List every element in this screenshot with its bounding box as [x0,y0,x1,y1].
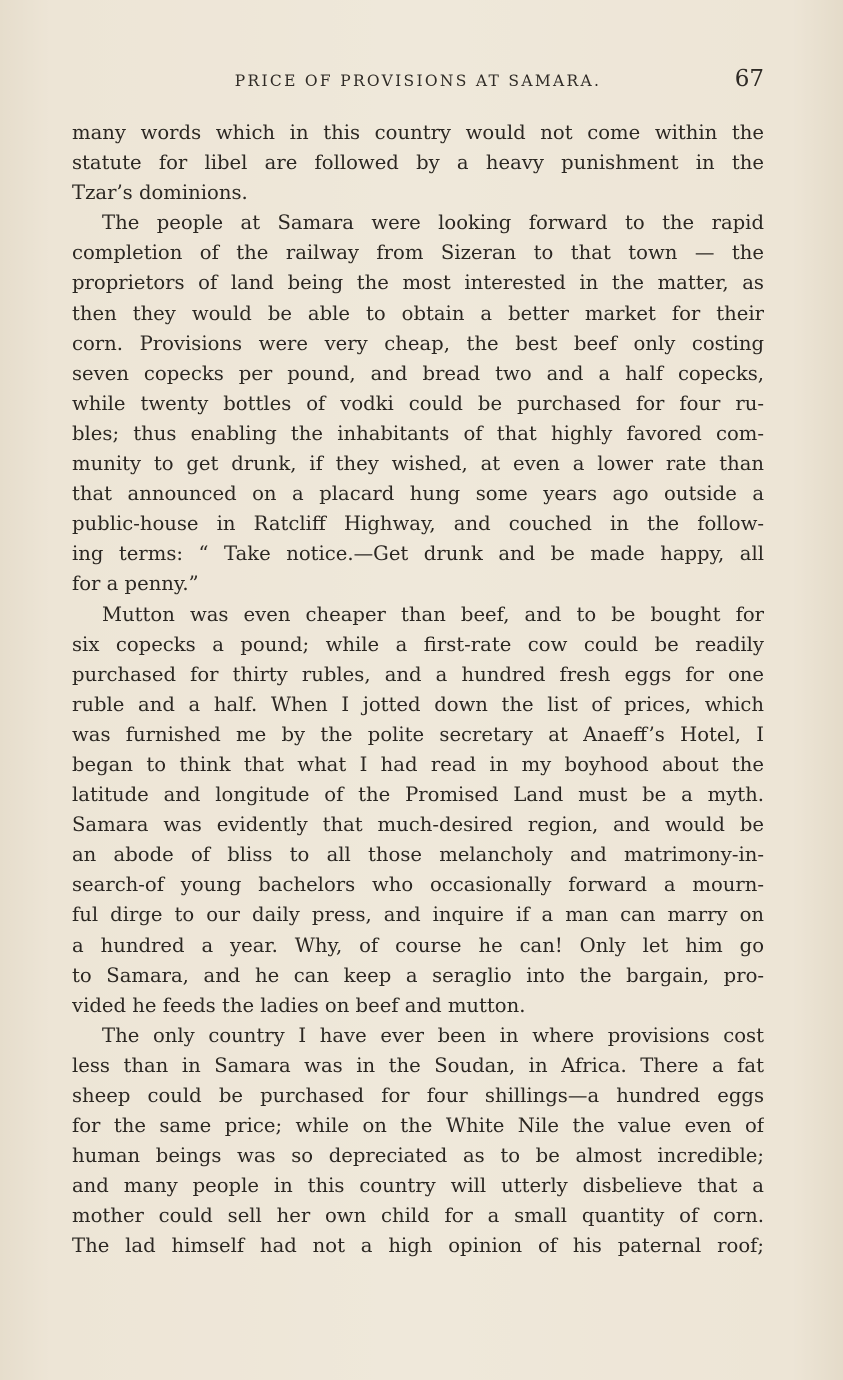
text-line: bles; thus enabling the inhabitants of that highly favored com- [72,421,764,445]
text-line: completion of the railway from Sizeran to that town — the [72,241,764,265]
text-line: statute for libel are followed by a heavy punishment in the [72,151,764,175]
page-number: 67 [734,66,764,92]
text-line: public-house in Ratcliff Highway, and couched in the follow- [72,512,764,536]
text-line: was furnished me by the polite secretary at Anaeff’s Hotel, I [72,722,764,746]
text-line: ing terms: “ Take notice.—Get drunk and be made happy, all [72,542,764,566]
text-line: The only country I have ever been in where provisions cost [102,1023,764,1047]
text-line: corn. Provisions were very cheap, the best beef only costing [72,331,764,355]
text-line: to Samara, and he can keep a seraglio into the bargain, pro- [72,963,764,987]
text-line: less than in Samara was in the Soudan, in Africa. There a fat [72,1053,764,1077]
text-line: Samara was evidently that much-desired region, and would be [72,813,764,837]
text-line: proprietors of land being the most interested in the matter, as [72,271,764,295]
text-line: and many people in this country will utterly disbelieve that a [72,1174,764,1198]
text-line: for the same price; while on the White Nile the value even of [72,1114,764,1138]
text-line: vided he feeds the ladies on beef and mutton. [72,993,526,1017]
text-line: many words which in this country would not come within the [72,121,764,144]
page-header [72,64,764,100]
text-line: ruble and a half. When I jotted down the list of prices, which [72,692,764,716]
text-line: a hundred a year. Why, of course he can! Only let him go [72,933,764,957]
text-line: Mutton was even cheaper than beef, and to be bought for [102,602,764,626]
text-line: purchased for thirty rubles, and a hundred fresh eggs for one [72,662,764,686]
text-line: ful dirge to our daily press, and inquire if a man can marry on [72,903,764,927]
text-line: The people at Samara were looking forward to the rapid [102,211,764,235]
text-line: sheep could be purchased for four shillings—a hundred eggs [72,1084,764,1107]
text-line: Tzar’s dominions. [72,181,248,205]
text-line: munity to get drunk, if they wished, at even a lower rate than [72,452,764,476]
text-line: latitude and longitude of the Promised Land must be a myth. [72,783,764,807]
text-line: six copecks a pound; while a first-rate cow could be readily [72,632,764,656]
text-line: began to think that what I had read in my boyhood about the [72,752,764,776]
text-line: while twenty bottles of vodki could be purchased for four ru- [72,391,764,415]
text-line: for a penny.” [72,572,199,596]
text-line: The lad himself had not a high opinion of his paternal roof; [72,1234,764,1258]
text-line: mother could sell her own child for a small quantity of corn. [72,1204,764,1228]
text-line: human beings was so depreciated as to be almost incredible; [72,1144,764,1168]
text-line: that announced on a placard hung some years ago outside a [72,482,764,506]
text-line: search-of young bachelors who occasionally forward a mourn- [72,873,764,897]
body-text [72,118,764,1262]
text-line: an abode of bliss to all those melancholy and matrimony-in- [72,843,764,867]
text-line: then they would be able to obtain a better market for their [72,301,764,325]
text-line: seven copecks per pound, and bread two and a half copecks, [72,361,764,385]
running-title: PRICE OF PROVISIONS AT SAMARA. [234,72,602,90]
